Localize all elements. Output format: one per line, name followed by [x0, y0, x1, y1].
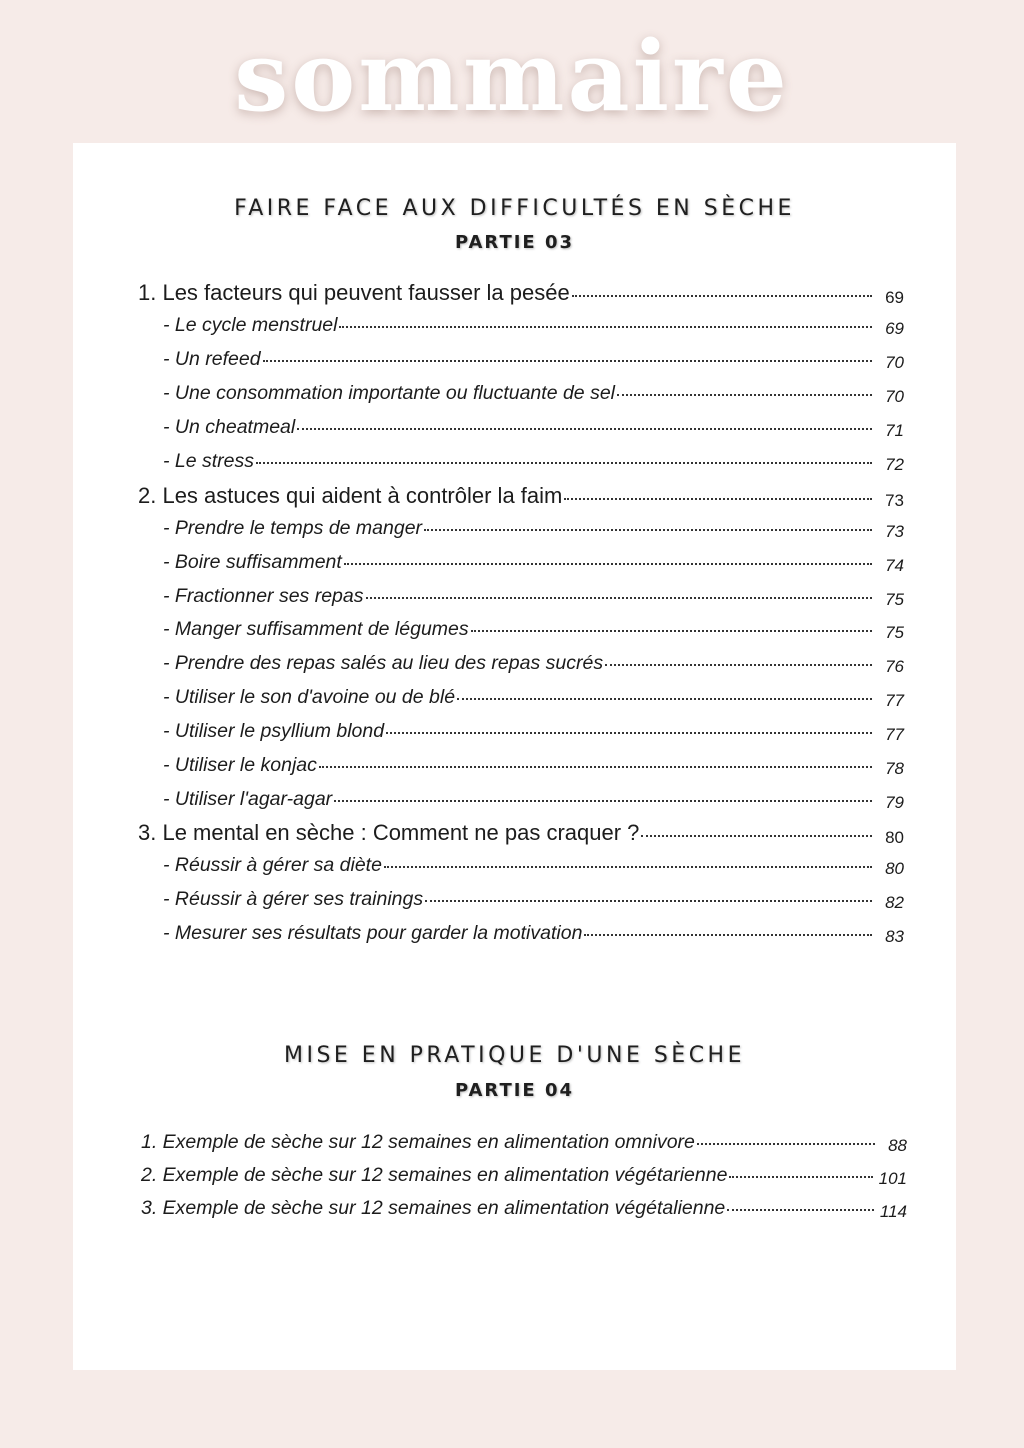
- toc-subentry[interactable]: - Le cycle menstruel 69: [163, 314, 904, 338]
- page-number: 79: [885, 793, 904, 812]
- page-number: 77: [885, 691, 904, 710]
- page-number: 83: [885, 927, 904, 946]
- page-number: 101: [878, 1169, 907, 1188]
- toc-subentry[interactable]: - Utiliser le psyllium blond 77: [163, 720, 904, 744]
- dot-leader: [617, 394, 872, 396]
- page-number: 69: [885, 288, 904, 307]
- dot-leader: [386, 732, 872, 734]
- part-04-label: PARTIE 04: [454, 1080, 575, 1101]
- part-04-heading: MISE EN PRATIQUE D'UNE SÈCHE: [283, 1043, 746, 1068]
- toc-subentry[interactable]: - Réussir à gérer sa diète 80: [163, 854, 904, 878]
- toc-entry[interactable]: 1. Les facteurs qui peuvent fausser la pesée 69: [138, 280, 904, 307]
- dot-leader: [727, 1209, 874, 1211]
- page-number: 72: [885, 455, 904, 474]
- page-number: 80: [885, 828, 904, 847]
- toc-subentry[interactable]: - Le stress 72: [163, 450, 904, 474]
- dot-leader: [263, 360, 872, 362]
- toc-subentry[interactable]: - Réussir à gérer ses trainings 82: [163, 888, 904, 912]
- toc-entry[interactable]: 2. Les astuces qui aident à contrôler la faim 73: [138, 483, 904, 510]
- dot-leader: [584, 934, 872, 936]
- dot-leader: [729, 1176, 872, 1178]
- page-number: 71: [885, 421, 904, 440]
- dot-leader: [297, 428, 872, 430]
- page-number: 82: [885, 893, 904, 912]
- toc-card: [73, 143, 956, 1370]
- dot-leader: [424, 529, 872, 531]
- page-number: 76: [885, 657, 904, 676]
- page-number: 88: [888, 1136, 907, 1155]
- dot-leader: [366, 597, 873, 599]
- toc-subentry[interactable]: - Une consommation importante ou fluctuante de sel 70: [163, 382, 904, 406]
- toc-subentry[interactable]: - Utiliser le konjac 78: [163, 754, 904, 778]
- page-number: 75: [885, 590, 904, 609]
- part-03-heading: FAIRE FACE AUX DIFFICULTÉS EN SÈCHE: [234, 196, 795, 221]
- dot-leader: [384, 866, 872, 868]
- page-number: 73: [885, 491, 904, 510]
- toc-subentry[interactable]: - Fractionner ses repas 75: [163, 585, 904, 609]
- toc-entry[interactable]: 2. Exemple de sèche sur 12 semaines en alimentation végétarienne 101: [141, 1164, 907, 1188]
- dot-leader: [425, 900, 872, 902]
- dot-leader: [344, 563, 872, 565]
- dot-leader: [319, 766, 872, 768]
- toc-subentry[interactable]: - Boire suffisamment 74: [163, 551, 904, 575]
- page-number: 75: [885, 623, 904, 642]
- page-title: sommaire: [234, 20, 790, 133]
- dot-leader: [605, 664, 872, 666]
- dot-leader: [339, 326, 872, 328]
- toc-subentry[interactable]: - Un cheatmeal 71: [163, 416, 904, 440]
- part-03-label: PARTIE 03: [454, 232, 575, 253]
- page-number: 77: [885, 725, 904, 744]
- dot-leader: [641, 835, 872, 837]
- page-number: 70: [885, 353, 904, 372]
- dot-leader: [256, 462, 872, 464]
- dot-leader: [697, 1143, 875, 1145]
- toc-subentry[interactable]: - Utiliser l'agar-agar 79: [163, 788, 904, 812]
- dot-leader: [471, 630, 872, 632]
- toc-subentry[interactable]: - Prendre le temps de manger 73: [163, 517, 904, 541]
- toc-subentry[interactable]: - Manger suffisamment de légumes 75: [163, 618, 904, 642]
- toc-subentry[interactable]: - Utiliser le son d'avoine ou de blé 77: [163, 686, 904, 710]
- page-number: 69: [885, 319, 904, 338]
- page-number: 80: [885, 859, 904, 878]
- dot-leader: [457, 698, 872, 700]
- toc-subentry[interactable]: - Un refeed 70: [163, 348, 904, 372]
- page-number: 74: [885, 556, 904, 575]
- toc-entry[interactable]: 3. Le mental en sèche : Comment ne pas craquer ? 80: [138, 820, 904, 847]
- dot-leader: [572, 295, 872, 297]
- toc-subentry[interactable]: - Prendre des repas salés au lieu des repas sucrés 76: [163, 652, 904, 676]
- page-number: 114: [879, 1202, 907, 1221]
- toc-subentry[interactable]: - Mesurer ses résultats pour garder la motivation 83: [163, 922, 904, 946]
- page-number: 73: [885, 522, 904, 541]
- page-number: 78: [885, 759, 904, 778]
- page-number: 70: [885, 387, 904, 406]
- toc-entry[interactable]: 3. Exemple de sèche sur 12 semaines en alimentation végétalienne 114: [141, 1197, 907, 1221]
- dot-leader: [564, 498, 872, 500]
- dot-leader: [334, 800, 872, 802]
- toc-entry[interactable]: 1. Exemple de sèche sur 12 semaines en alimentation omnivore 88: [141, 1131, 907, 1155]
